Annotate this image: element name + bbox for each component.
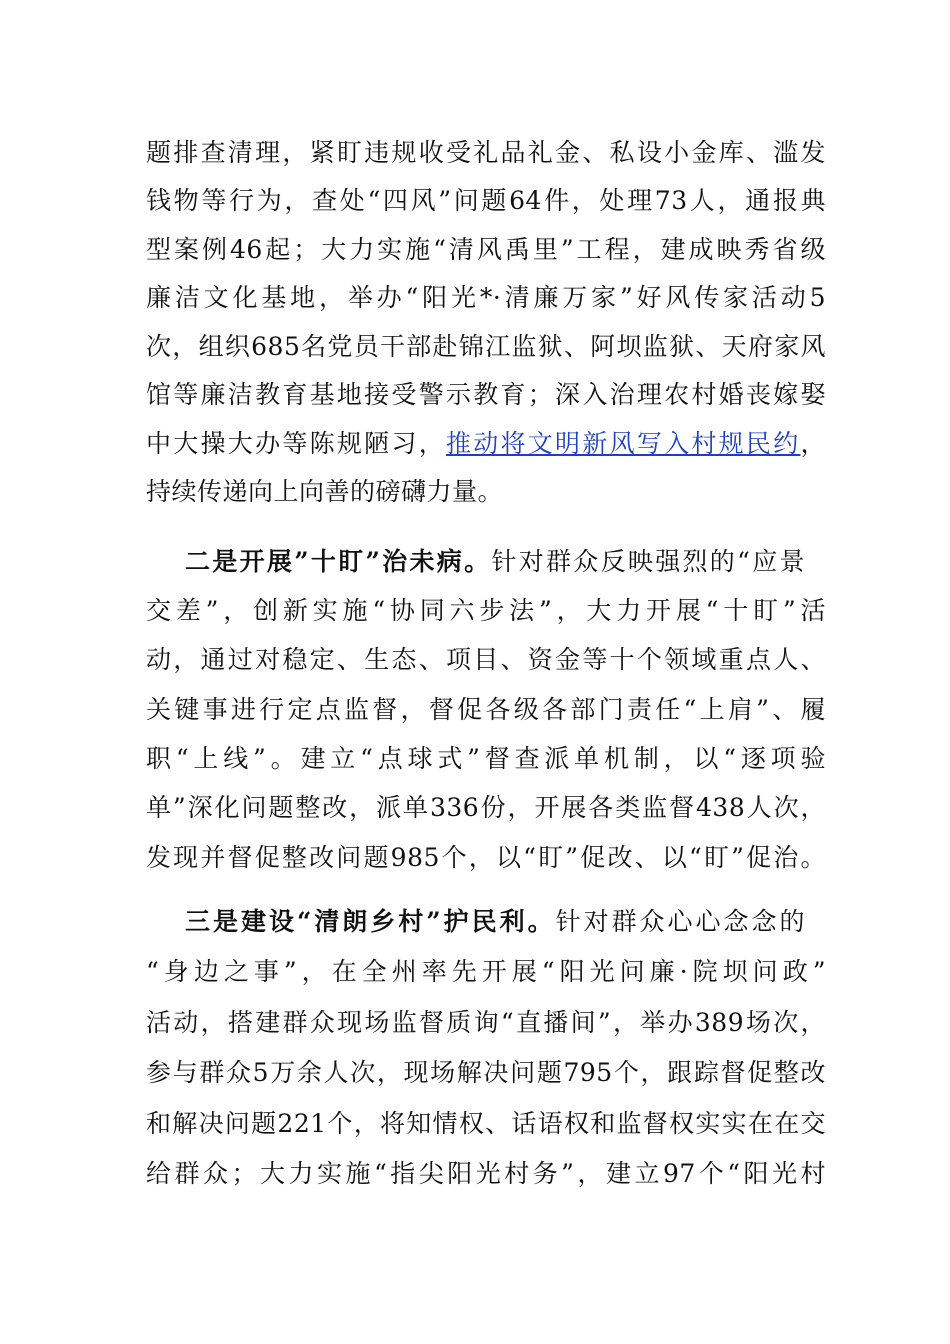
paragraph-1-line-4: 廉洁文化基地，举办“阳光*·清廉万家”好风传家活动5 xyxy=(146,283,826,312)
paragraph-1-line-6: 馆等廉洁教育基地接受警示教育；深入治理农村婚丧嫁娶 xyxy=(146,380,826,409)
paragraph-3-line-6: 给群众；大力实施“指尖阳光村务”，建立97个“阳光村 xyxy=(146,1159,826,1188)
paragraph-3-line-3: 活动，搭建群众现场监督质询“直播间”，举办389场次， xyxy=(146,1008,826,1037)
paragraph-1-line-7 xyxy=(146,424,826,464)
paragraph-2-line-5: 职“上线”。建立“点球式”督查派单机制，以“逐项验 xyxy=(146,744,826,773)
paragraph-1-line-8: 持续传递向上向善的磅礴力量。 xyxy=(146,477,504,506)
paragraph-2-line-4: 关键事进行定点监督，督促各级各部门责任“上肩”、履 xyxy=(146,695,826,724)
paragraph-3-line-5: 和解决问题221个，将知情权、话语权和监督权实实在在交 xyxy=(146,1109,826,1138)
paragraph-1-line-7-text: 中大操大办等陈规陋习， xyxy=(146,429,446,458)
paragraph-2-line-1-text: 针对群众反映强烈的“应景 xyxy=(491,547,805,576)
paragraph-2-heading: 二是开展”十盯”治未病。 xyxy=(185,547,492,576)
paragraph-3-line-1-text: 针对群众心心念念的 xyxy=(555,907,805,936)
paragraph-1-line-7-comma: ， xyxy=(800,429,826,458)
paragraph-2-line-1 xyxy=(185,542,805,582)
paragraph-3-line-2: “身边之事”，在全州率先开展“阳光问廉·院坝问政” xyxy=(146,957,826,986)
paragraph-3-line-4: 参与群众5万余人次，现场解决问题795个，跟踪督促整改 xyxy=(146,1058,826,1087)
paragraph-1-line-2: 钱物等行为，查处“四风”问题64件，处理73人，通报典 xyxy=(146,186,826,215)
paragraph-3-heading: 三是建设“清朗乡村”护民利。 xyxy=(185,907,556,936)
village-rules-link[interactable]: 推动将文明新风写入村规民约 xyxy=(445,429,801,458)
paragraph-1-line-1: 题排查清理，紧盯违规收受礼品礼金、私设小金库、滥发 xyxy=(146,138,826,167)
paragraph-2-line-2: 交差”，创新实施“协同六步法”，大力开展“十盯”活 xyxy=(146,596,826,625)
paragraph-1-line-3: 型案例46起；大力实施“清风禹里”工程，建成映秀省级 xyxy=(146,235,826,264)
paragraph-2-line-7: 发现并督促整改问题985个，以“盯”促改、以“盯”促治。 xyxy=(146,843,826,872)
paragraph-1-line-5: 次，组织685名党员干部赴锦江监狱、阿坝监狱、天府家风 xyxy=(146,332,826,361)
paragraph-2-line-6: 单”深化问题整改，派单336份，开展各类监督438人次， xyxy=(146,793,826,822)
paragraph-2-line-3: 动，通过对稳定、生态、项目、资金等十个领域重点人、 xyxy=(146,645,826,674)
paragraph-3-line-1 xyxy=(185,902,805,942)
